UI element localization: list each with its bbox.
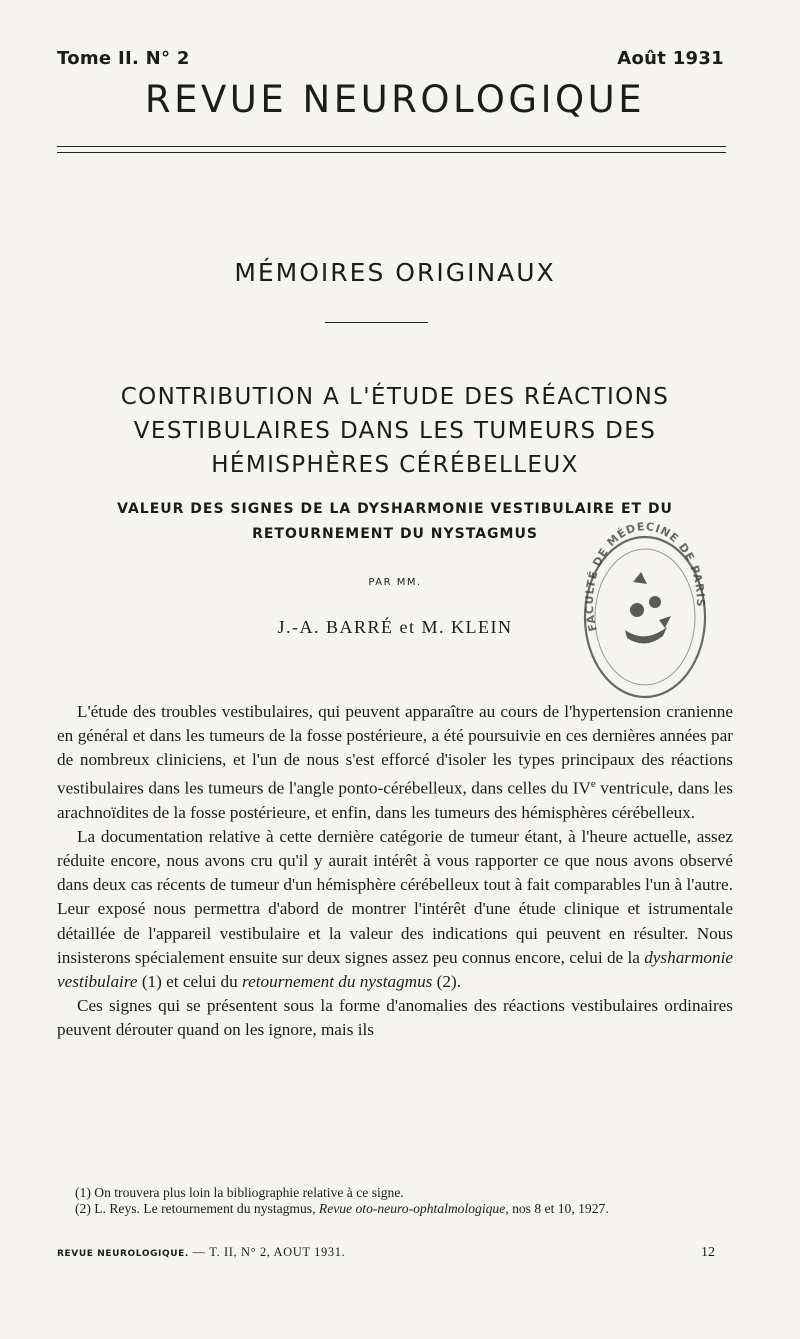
stamp-text: FACULTÉ DE MÉDECINE DE PARIS <box>582 520 708 633</box>
paragraph-1-text: L'étude des troubles vestibulaires, qui peuvent apparaître au cours de l'hypertension cranienne en général et dans les tumeurs de la fosse postérieure, a été poursuivie en ces dernières années par de nombreux cliniciens, et l'un de nous s'est efforcé d'isoler les types principaux des réactions vestibulaires dans les tumeurs de l'angle ponto-cérébelleux, dans celles du IV <box>57 702 733 799</box>
section-divider <box>325 322 428 323</box>
article-body <box>57 700 733 1042</box>
article-title <box>50 380 740 482</box>
title-line-2: VESTIBULAIRES DANS LES TUMEURS DES <box>133 418 657 444</box>
paragraph-2-text-end: (2). <box>432 971 461 991</box>
body-paragraph-1 <box>57 700 733 825</box>
footnote-2-text-end: , nos 8 et 10, 1927. <box>505 1201 609 1216</box>
author-names: J.-A. BARRÉ et M. KLEIN <box>277 617 513 637</box>
byline-label: PAR MM. <box>368 577 422 588</box>
footer-issue: — T. II, N° 2, AOUT 1931. <box>188 1245 346 1259</box>
body-paragraph-3: Ces signes qui se présentent sous la forme d'anomalies des réactions vestibulaires ordinaires peuvent dérouter quand on les ignore, mais ils <box>57 995 733 1039</box>
header-rule-bottom <box>57 152 726 153</box>
subtitle-line-2: RETOURNEMENT DU NYSTAGMUS <box>252 526 538 542</box>
stamp-emblem-icon <box>625 572 671 644</box>
title-line-1: CONTRIBUTION A L'ÉTUDE DES RÉACTIONS <box>120 384 670 410</box>
subtitle-line-1: VALEUR DES SIGNES DE LA DYSHARMONIE VESTIBULAIRE ET DU <box>117 501 673 517</box>
volume-number: Tome II. N° 2 <box>57 48 190 69</box>
paragraph-2-text-mid: (1) et celui du <box>137 971 243 991</box>
page-footer <box>57 1245 345 1260</box>
footnote-1: (1) On trouvera plus loin la bibliographie relative à ce signe. <box>75 1185 404 1200</box>
issue-date: Août 1931 <box>617 48 724 69</box>
journal-title: REVUE NEUROLOGIQUE <box>144 78 646 121</box>
ordinal-superscript: e <box>590 778 596 791</box>
footnote-2-journal: Revue oto-neuro-ophtalmologique <box>318 1201 506 1216</box>
library-stamp <box>575 512 715 702</box>
footnote-2-text: (2) L. Reys. Le retournement du nystagmus, <box>75 1201 319 1216</box>
paragraph-1-text-end: ventricule, dans les arachnoïdites de la fosse postérieure, et enfin, dans les tumeurs des hémisphères cérébelleux. <box>57 779 733 823</box>
term-retournement: retournement du nystagmus <box>242 971 433 991</box>
paragraph-2-text: La documentation relative à cette dernière catégorie de tumeur étant, à l'heure actuelle, assez réduite encore, nous avons cru qu'il y aurait intérêt à vous rapporter ce que nous avons observé dans deux cas récents de tumeur d'un hémisphère cérébelleux tout à fait comparables l'un à l'autre. Leur exposé nous permettra d'abord de montrer l'intérêt d'une étude clinique et istrumentale détaillée de l'appareil vestibulaire et la valeur des indications qui peuvent en résulter. Nous insisterons spécialement ensuite sur deux signes assez peu connus encore, celui de la <box>57 827 733 967</box>
body-paragraph-2 <box>57 825 733 994</box>
title-line-3: HÉMISPHÈRES CÉRÉBELLEUX <box>211 452 579 478</box>
term-dysharmonie: dysharmonie vestibulaire <box>57 947 733 991</box>
footnote-2 <box>57 1201 735 1217</box>
page-number: 12 <box>701 1245 715 1260</box>
header-rule-top <box>57 146 726 147</box>
footer-journal: REVUE NEUROLOGIQUE. <box>57 1249 189 1259</box>
footnotes <box>57 1185 735 1217</box>
section-heading: MÉMOIRES ORIGINAUX <box>234 258 556 287</box>
